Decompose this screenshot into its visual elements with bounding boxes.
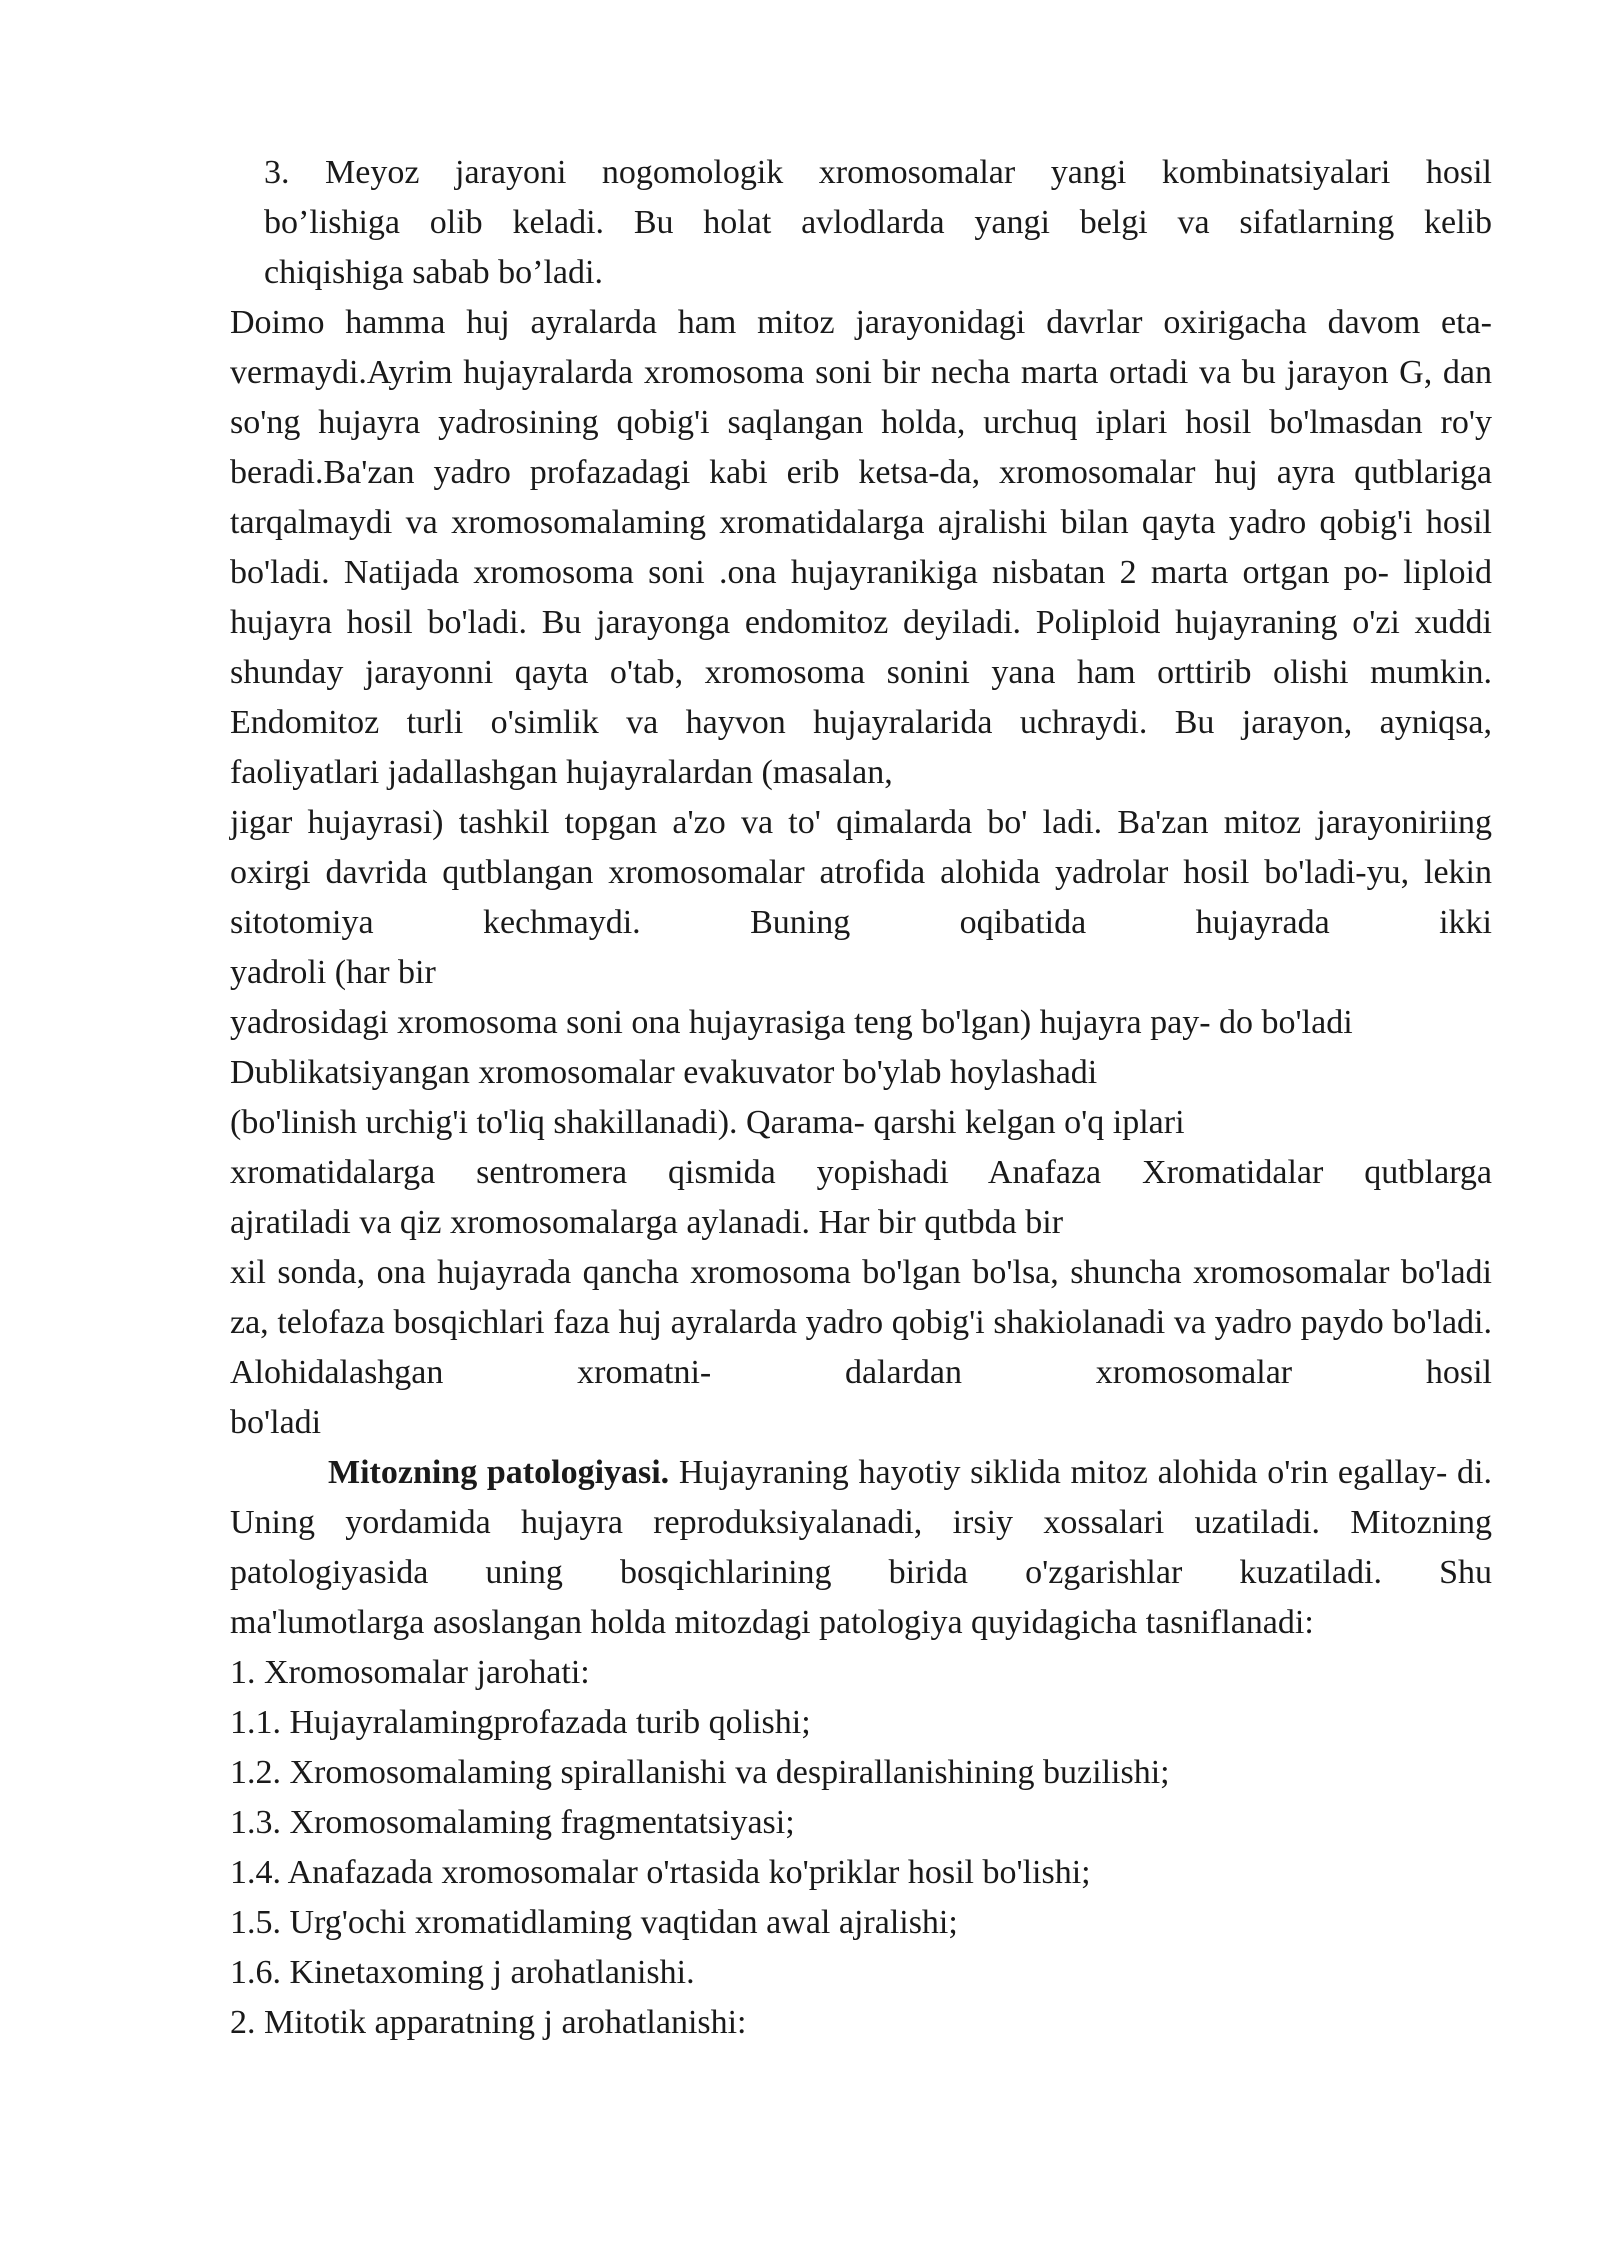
list-item: 1.3. Xromosomalaming fragmentatsiyasi;	[230, 1804, 795, 1841]
item3-line: chiqishiga sabab bo’ladi.	[264, 254, 603, 291]
list-item: 1.2. Xromosomalaming spirallanishi va despirallanishining buzilishi;	[230, 1754, 1170, 1791]
list-item: 1.5. Urg'ochi xromatidlaming vaqtidan awal ajralishi;	[230, 1904, 958, 1941]
paragraph-endomitosis	[230, 298, 1492, 798]
paragraph-pathology	[230, 1448, 1492, 1648]
paragraph-text: Doimo hamma huj ayralarda ham mitoz jarayonidagi davrlar oxirigacha davom eta- vermaydi.Ayrim hujayralarda xromosoma soni bir necha marta ortadi va bu jarayon G, dan so'ng hujayra yadrosining qobig'i saqlangan holda, urchuq iplari hosil bo'lmasdan ro'y beradi.Ba'zan yadro profazadagi kabi erib ketsa-da, xromosomalar huj ayra qutblariga tarqalmaydi va xromosomalaming xromatidalarga ajralishi bilan qayta yadro qobig'i hosil bo'ladi. Natijada xromosoma soni .ona hujayranikiga nisbatan 2 marta ortgan po- liploid hujayra hosil bo'ladi. Bu jarayonga endomitoz deyiladi. Poliploid hujayraning o'zi xuddi shunday jarayonni qayta o'tab, xromosoma sonini yana ham orttirib olishi mumkin. Endomitoz turli o'simlik va hayvon hujayralarida uchraydi. Bu jarayon, ayniqsa,	[230, 304, 1492, 741]
list-item: 1.4. Anafazada xromosomalar o'rtasida ko'priklar hosil bo'lishi;	[230, 1854, 1091, 1891]
paragraph-text: yadroli (har bir	[230, 954, 436, 991]
pathology-text	[230, 1448, 1492, 1598]
paragraph-text: xromatidalarga sentromera qismida yopishadi Anafaza Xromatidalar qutblarga	[230, 1154, 1492, 1191]
list-item: 1.1. Hujayralamingprofazada turib qolishi;	[230, 1704, 811, 1741]
paragraph-line: (bo'linish urchig'i to'liq shakillanadi). Qarama- qarshi kelgan o'q iplari	[230, 1104, 1185, 1141]
list-item: 2. Mitotik apparatning j arohatlanishi:	[230, 2004, 747, 2041]
pathology-list	[230, 1648, 1492, 2048]
list-item-3	[264, 148, 1492, 298]
list-item: 1.6. Kinetaxoming j arohatlanishi.	[230, 1954, 695, 1991]
paragraph-text: bo'ladi	[230, 1404, 322, 1441]
document-page	[230, 148, 1492, 2048]
paragraph-text: jigar hujayrasi) tashkil topgan a'zo va to' qimalarda bo' ladi. Ba'zan mitoz jarayoniriing oxirgi davrida qutblangan xromosomalar atrofida alohida yadrolar hosil bo'ladi-yu, lekin sitotomiya kechmaydi. Buning oqibatida hujayrada ikki	[230, 804, 1492, 941]
paragraph-telophase	[230, 1248, 1492, 1448]
pathology-body: Hujayraning hayotiy siklida mitoz alohida o'rin egallay- di. Uning yordamida hujayra reproduksiyalanadi, irsiy xossalari uzatiladi. Mitozning patologiyasida uning bosqichlarining birida o'zgarishlar kuzatiladi. Shu	[230, 1454, 1492, 1591]
section-heading: Mitozning patologiyasi.	[328, 1454, 670, 1491]
paragraph-text: ajratiladi va qiz xromosomalarga aylanadi. Har bir qutbda bir	[230, 1204, 1064, 1241]
item3-line: bo’lishiga olib keladi. Bu holat avlodlarda yangi belgi va sifatlarning kelib	[264, 204, 1492, 241]
list-item: 1. Xromosomalar jarohati:	[230, 1654, 590, 1691]
pathology-last-line: ma'lumotlarga asoslangan holda mitozdagi patologiya quyidagicha tasniflanadi:	[230, 1604, 1314, 1641]
paragraph-line: Dublikatsiyangan xromosomalar evakuvator bo'ylab hoylashadi	[230, 1054, 1098, 1091]
paragraph-binuclear	[230, 798, 1492, 998]
item3-line: 3. Meyoz jarayoni nogomologik xromosomalar yangi kombinatsiyalari hosil	[264, 154, 1492, 191]
paragraph-line: yadrosidagi xromosoma soni ona hujayrasiga teng bo'lgan) hujayra pay- do bo'ladi	[230, 1004, 1353, 1041]
paragraph-text: xil sonda, ona hujayrada qancha xromosoma bo'lgan bo'lsa, shuncha xromosomalar bo'ladi za, telofaza bosqichlari faza huj ayralarda yadro qobig'i shakiolanadi va yadro paydo bo'ladi. Alohidalashgan xromatni- dalardan xromosomalar hosil	[230, 1254, 1492, 1391]
paragraph-anaphase	[230, 1148, 1492, 1248]
paragraph-phases	[230, 998, 1492, 1148]
paragraph-text: faoliyatlari jadallashgan hujayralardan (masalan,	[230, 754, 893, 791]
